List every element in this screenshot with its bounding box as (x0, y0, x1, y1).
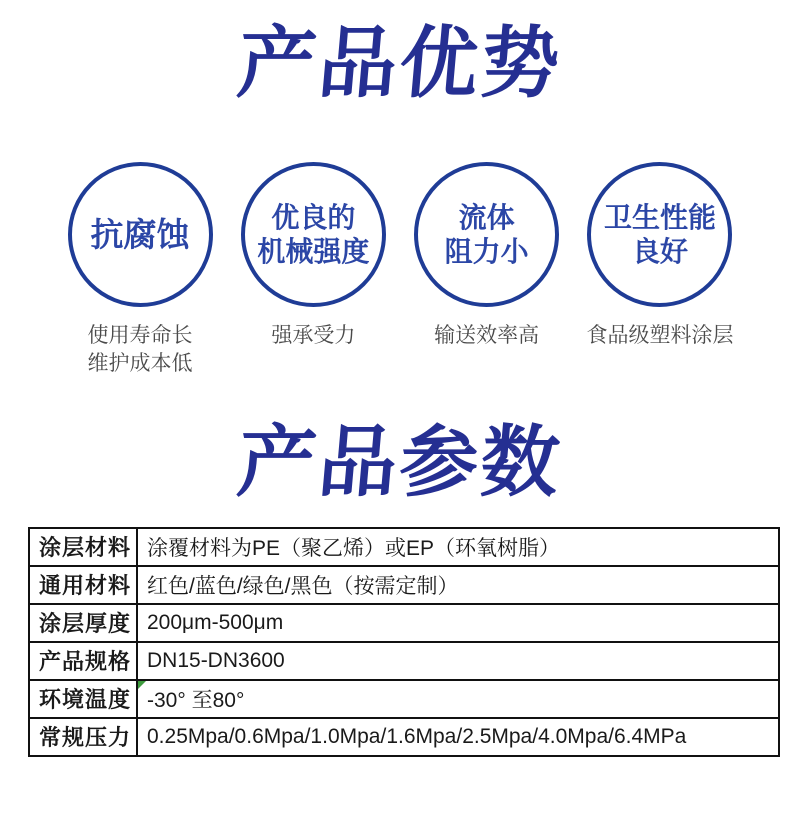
table-row (29, 718, 779, 756)
advantage-caption (586, 322, 733, 350)
circle-text-line: 卫生性能 (603, 201, 716, 233)
advantage-caption (271, 322, 355, 350)
advantage-item-hygienic-performance (580, 162, 740, 350)
advantage-item-mechanical-strength (233, 162, 393, 350)
row-value-cell: 涂覆材料为PE（聚乙烯）或EP（环氧树脂） (137, 528, 779, 566)
row-label-cell: 常规压力 (29, 718, 137, 756)
advantages-section-title (0, 19, 800, 107)
row-label-cell: 涂层厚度 (29, 604, 137, 642)
row-value-text: -30° 至80° (147, 688, 245, 712)
circle-text-line: 机械强度 (257, 235, 370, 267)
cell-corner-marker (138, 681, 146, 689)
table-row (29, 642, 779, 680)
table-row (29, 528, 779, 566)
row-label-cell: 涂层材料 (29, 528, 137, 566)
parameters-title-text: 产品参数 (234, 417, 566, 506)
row-value-cell: DN15-DN3600 (137, 642, 779, 680)
circle-text-line: 优良的 (271, 201, 356, 233)
advantage-circle (414, 162, 559, 307)
advantage-circle (241, 162, 386, 307)
row-label-cell: 通用材料 (29, 566, 137, 604)
advantage-circle (587, 162, 732, 307)
advantage-caption (434, 322, 539, 350)
table-row (29, 566, 779, 604)
row-value-cell: 200μm-500μm (137, 604, 779, 642)
circle-text-line: 良好 (631, 235, 688, 267)
row-value-cell: 红色/蓝色/绿色/黑色（按需定制） (137, 566, 779, 604)
caption-line: 食品级塑料涂层 (586, 324, 734, 347)
circle-text-line: 阻力小 (444, 235, 529, 267)
advantage-item-anticorrosion (60, 162, 220, 379)
parameters-table (28, 527, 780, 757)
parameters-section-title (0, 417, 800, 506)
advantage-circle (68, 162, 213, 307)
advantages-row (0, 162, 800, 379)
row-value-cell: 0.25Mpa/0.6Mpa/1.0Mpa/1.6Mpa/2.5Mpa/4.0Mpa/6.4MPa (137, 718, 779, 756)
circle-text-line: 流体 (458, 201, 515, 233)
caption-line: 输送效率高 (434, 324, 540, 347)
advantage-caption (88, 322, 193, 379)
caption-line: 维护成本低 (87, 352, 193, 376)
caption-line: 强承受力 (271, 324, 356, 347)
row-label-cell: 产品规格 (29, 642, 137, 680)
advantages-title-text: 产品优势 (234, 19, 566, 107)
table-row (29, 604, 779, 642)
table-row (29, 680, 779, 718)
row-value-cell (137, 680, 779, 718)
row-label-cell: 环境温度 (29, 680, 137, 718)
circle-text-line: 抗腐蚀 (90, 215, 190, 253)
advantage-item-low-fluid-resistance (407, 162, 567, 350)
caption-line: 使用寿命长 (87, 324, 193, 347)
